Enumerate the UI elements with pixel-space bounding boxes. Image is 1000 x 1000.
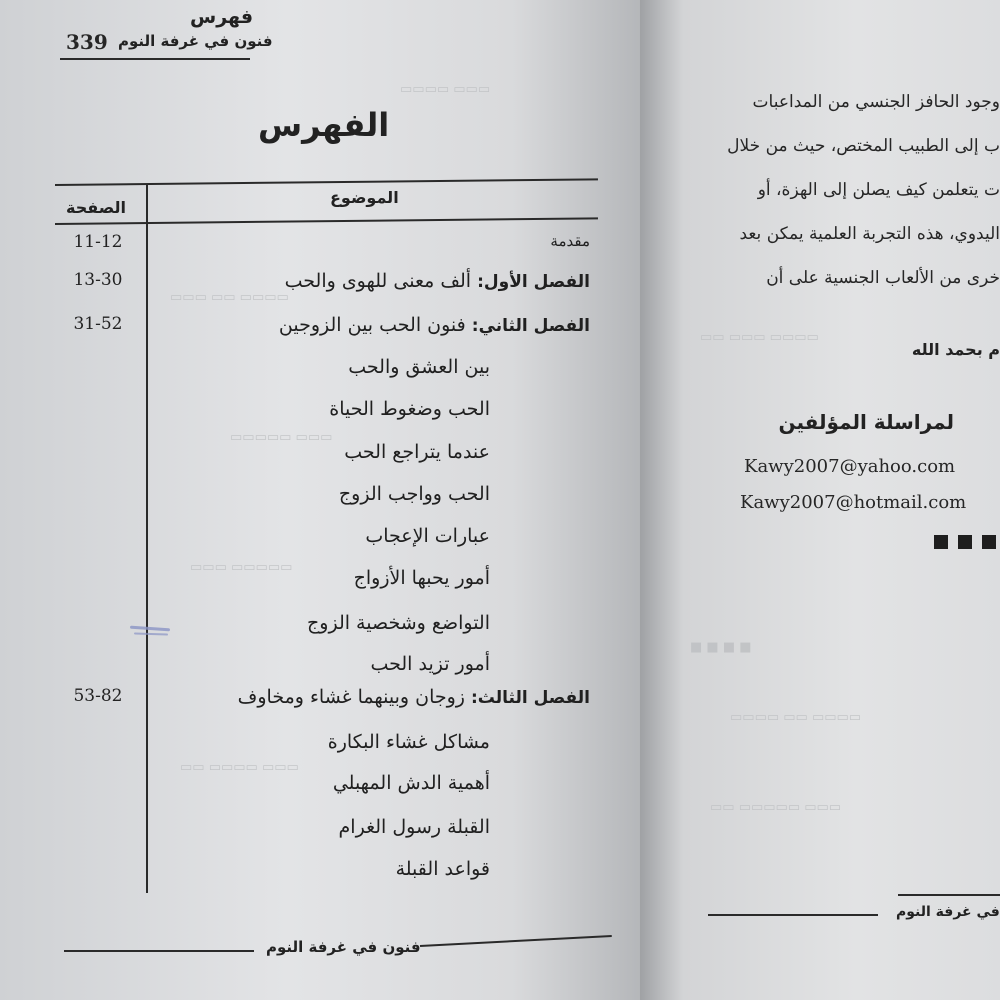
toc-entry	[339, 483, 490, 505]
paragraph-line: وجود الحافز الجنسي من المداعبات	[752, 92, 1000, 112]
bleed-through-text: ■ ■ ■ ■	[690, 640, 752, 655]
entry-page-range: 31-52	[73, 314, 123, 334]
footer-book-title: في غرفة النوم	[896, 904, 1000, 920]
entry-title: قواعد القبلة	[395, 858, 490, 880]
entry-title: أمور يحبها الأزواج	[353, 567, 490, 589]
entry-title: عندما يتراجع الحب	[344, 441, 490, 463]
toc-entry	[354, 567, 490, 589]
running-header-section: فهرس	[190, 6, 254, 28]
contact-heading: لمراسلة المؤلفين	[778, 410, 954, 434]
square-bullet	[982, 535, 996, 549]
toc-entry	[370, 653, 490, 675]
paragraph-line: خرى من الألعاب الجنسية على أن	[766, 268, 1000, 288]
paragraph-line: اليدوي، هذه التجربة العلمية يمكن بعد	[739, 224, 1000, 244]
entry-title: فنون الحب بين الزوجين	[278, 314, 472, 336]
bleed-through-text: ▭▭▭▭ ▭▭ ▭▭▭	[170, 290, 289, 305]
toc-entry	[339, 816, 490, 838]
entry-page-range: 11-12	[73, 232, 123, 252]
square-bullet	[958, 535, 972, 549]
toc-entry	[328, 731, 490, 753]
chapter-label: الفصل الثاني:	[471, 316, 590, 336]
entry-page-range: 13-30	[73, 270, 123, 290]
pen-mark	[130, 626, 170, 632]
toc-entry	[550, 232, 590, 250]
chapter-label: الفصل الأول:	[477, 272, 590, 292]
footer-rule-right	[420, 935, 612, 947]
paragraph-line: ب إلى الطبيب المختص، حيث من خلال	[727, 136, 1000, 156]
entry-title: مشاكل غشاء البكارة	[327, 731, 490, 753]
table-column-divider	[146, 185, 148, 893]
email-yahoo[interactable]: Kawy2007@yahoo.com	[744, 456, 956, 477]
entry-title: الحب وواجب الزوج	[338, 483, 490, 505]
bleed-through-text: ▭▭▭ ▭▭▭▭▭	[230, 430, 333, 445]
entry-title: الحب وضغوط الحياة	[329, 398, 490, 420]
paragraph-line: ت يتعلمن كيف يصلن إلى الهزة، أو	[757, 180, 1000, 200]
column-header-page: الصفحة	[66, 198, 127, 217]
chapter-entry	[285, 270, 590, 292]
index-heading: الفهرس	[258, 106, 390, 144]
page-number: 339	[66, 30, 108, 54]
toc-entry	[333, 772, 490, 794]
pen-mark	[134, 632, 168, 635]
running-header-book-title: فنون في غرفة النوم	[118, 32, 273, 50]
toc-entry	[307, 612, 490, 634]
toc-entry	[329, 398, 490, 420]
entry-title: التواضع وشخصية الزوج	[307, 612, 490, 634]
entry-title: زوجان وبينهما غشاء ومخاوف	[237, 686, 471, 708]
entry-title: القبلة رسول الغرام	[338, 816, 490, 838]
column-header-topic: الموضوع	[330, 188, 399, 207]
table-top-rule	[55, 178, 598, 186]
chapter-entry	[238, 686, 590, 708]
entry-title: عبارات الإعجاب	[365, 525, 490, 547]
bleed-through-text: ▭▭▭▭ ▭▭▭ ▭▭	[700, 330, 819, 345]
toc-entry	[348, 356, 490, 378]
entry-title: ألف معنى للهوى والحب	[284, 270, 478, 292]
right-page	[640, 0, 1000, 1000]
header-rule	[60, 58, 250, 60]
footer-rule-top	[898, 894, 1000, 896]
square-bullet	[934, 535, 948, 549]
footer-rule	[708, 914, 878, 916]
toc-entry	[344, 441, 490, 463]
chapter-label: الفصل الثالث:	[471, 688, 590, 708]
entry-title: مقدمة	[550, 232, 590, 250]
bleed-through-text: ▭▭▭ ▭▭▭▭▭ ▭▭	[710, 800, 842, 815]
bleed-through-text: ▭▭▭ ▭▭▭▭ ▭▭	[180, 760, 299, 775]
toc-entry	[365, 525, 490, 547]
table-header-rule	[55, 217, 598, 225]
chapter-entry	[279, 314, 590, 336]
email-hotmail[interactable]: Kawy2007@hotmail.com	[740, 492, 967, 513]
footer-rule-left	[64, 950, 254, 952]
bleed-through-text: ▭▭▭▭ ▭▭ ▭▭▭▭	[730, 710, 862, 725]
signature: م بحمد الله	[911, 340, 1000, 359]
entry-title: بين العشق والحب	[348, 356, 490, 378]
bleed-through-text: ▭▭▭▭▭ ▭▭▭	[190, 560, 293, 575]
toc-entry	[396, 858, 490, 880]
entry-title: أهمية الدش المهبلي	[332, 772, 490, 794]
entry-page-range: 53-82	[73, 686, 123, 706]
bleed-through-text: ▭▭▭ ▭▭▭▭	[400, 82, 491, 97]
entry-title: أمور تزيد الحب	[370, 653, 490, 675]
footer-book-title: فنون في غرفة النوم	[266, 938, 421, 956]
